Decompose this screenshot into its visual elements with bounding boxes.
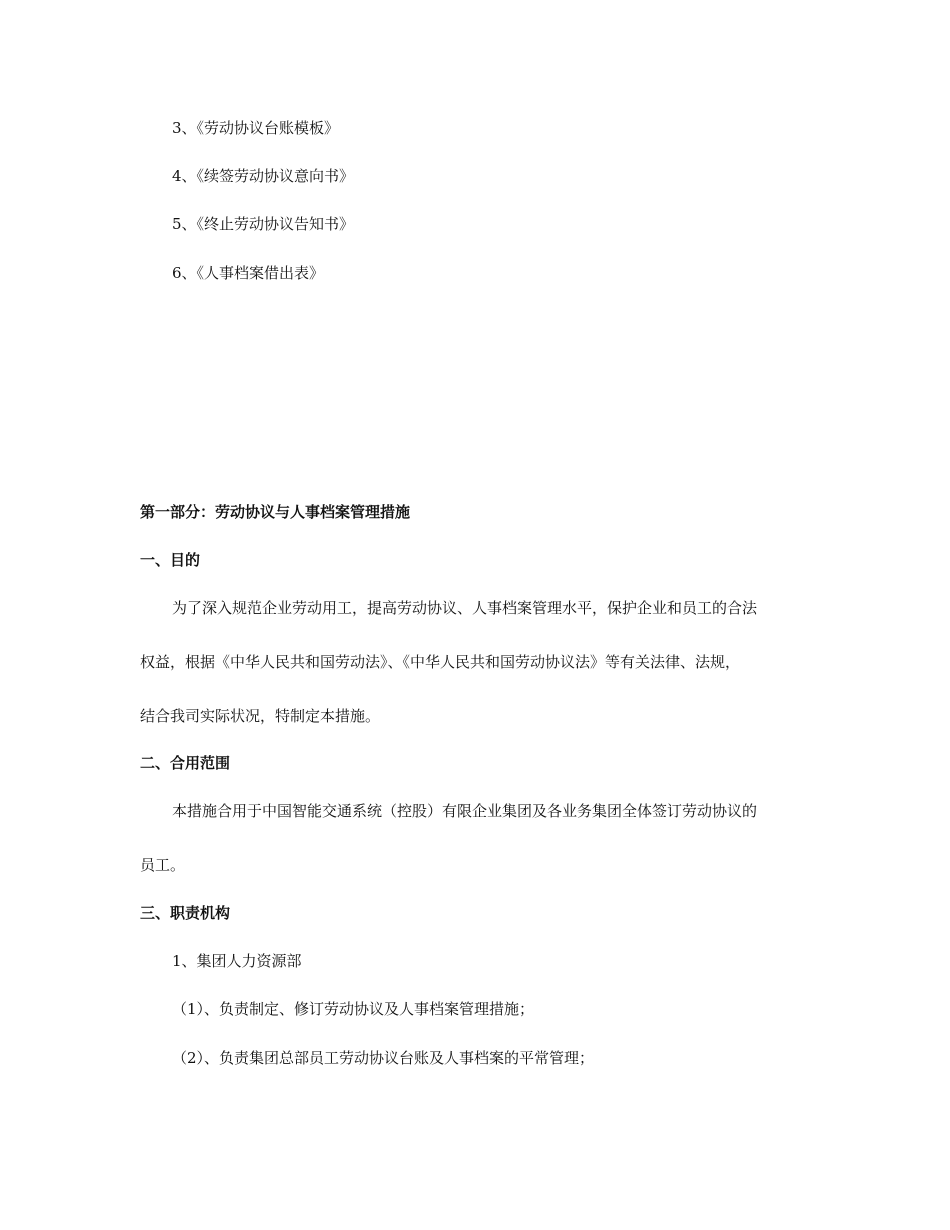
purpose-line-1: 为了深入规范企业劳动用工，提高劳动协议、人事档案管理水平，保护企业和员工的合法 <box>172 599 758 617</box>
section-heading-responsibilities: 三、职责机构 <box>140 904 231 922</box>
section-heading-purpose: 一、目的 <box>140 551 201 569</box>
responsibility-item-1: 1、集团人力资源部 <box>172 952 302 970</box>
purpose-line-3: 结合我司实际状况，特制定本措施。 <box>140 707 381 725</box>
scope-line-2: 员工。 <box>140 856 186 874</box>
attachment-item-3: 3、《劳动协议台账模板》 <box>172 119 340 137</box>
scope-line-1: 本措施合用于中国智能交通系统（控股）有限企业集团及各业务集团全体签订劳动协议的 <box>172 802 758 820</box>
section-heading-scope: 二、合用范围 <box>140 754 231 772</box>
purpose-line-2: 权益，根据《中华人民共和国劳动法》、《中华人民共和国劳动协议法》等有关法律、法规， <box>140 653 741 671</box>
attachment-item-6: 6、《人事档案借出表》 <box>172 264 325 282</box>
part-title: 第一部分：劳动协议与人事档案管理措施 <box>140 503 411 521</box>
responsibility-sub-1: （1）、负责制定、修订劳动协议及人事档案管理措施； <box>172 1000 535 1018</box>
attachment-item-5: 5、《终止劳动协议告知书》 <box>172 215 355 233</box>
responsibility-sub-2: （2）、负责集团总部员工劳动协议台账及人事档案的平常管理； <box>172 1049 595 1067</box>
attachment-item-4: 4、《续签劳动协议意向书》 <box>172 167 355 185</box>
